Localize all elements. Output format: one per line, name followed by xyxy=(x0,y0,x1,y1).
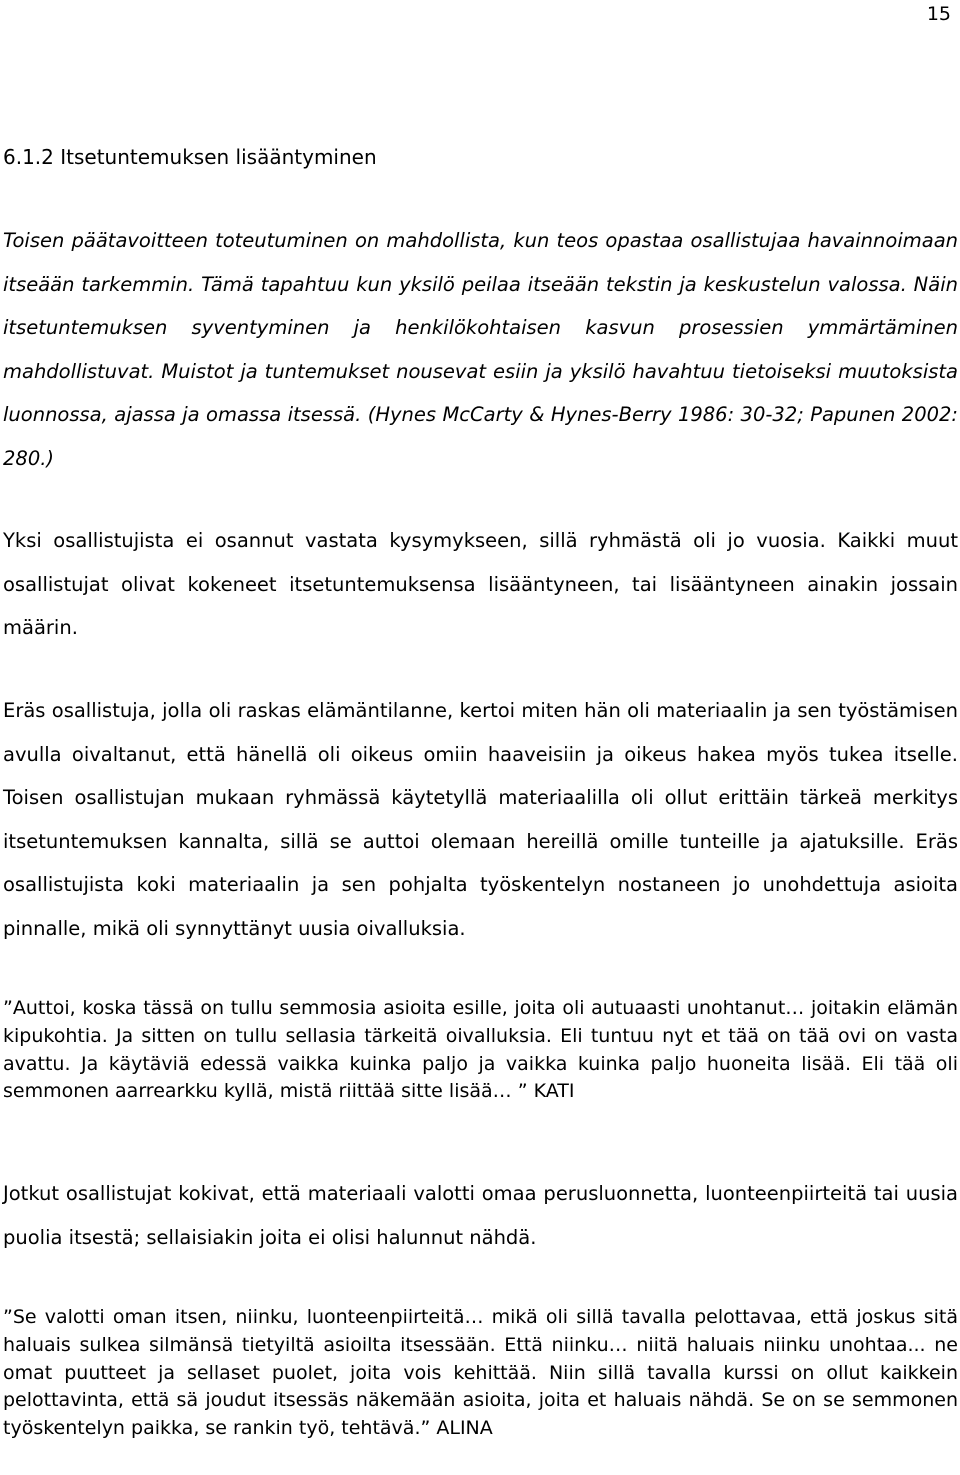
paragraph-results-1: Yksi osallistujista ei osannut vastata kysymykseen, sillä ryhmästä oli jo vuosia. Kaikki muut osallistujat olivat kokeneet itsetuntemuksensa lisääntyneen, tai lisääntyneen ainakin jossain määrin. xyxy=(3,529,958,639)
paragraph-results-2: Eräs osallistuja, jolla oli raskas elämäntilanne, kertoi miten hän oli materiaalin ja sen työstämisen avulla oivaltanut, että hänellä oli oikeus omiin haaveisiin ja oikeus hakea myös tukea itselle. Toisen osallistujan mukaan ryhmässä käytetyllä materiaalilla oli ollut erittäin tärkeä merkitys itsetuntemuksen kannalta, sillä se auttoi olemaan hereillä omille tunteille ja ajatuksille. Eräs osallistujista koki materiaalin ja sen pohjalta työskentelyn nostaneen jo unohdettuja asioita pinnalle, mikä oli synnyttänyt uusia oivalluksia. xyxy=(3,699,958,940)
quote-alina: ”Se valotti oman itsen, niinku, luonteenpiirteitä… mikä oli sillä tavalla pelottavaa, että joskus sitä haluais sulkea silmänsä tietyiltä asioilta itsessään. Että niinku… niitä haluais niinku unohtaa... ne omat puutteet ja sellaset puolet, joita vois kehittää. Niin sillä tavalla kurssi on ollut kaikkein pelottavinta, että sä joudut itsessäs näkemään asioita, joita et haluais nähdä. Se on se semmonen työskentelyn paikka, se rankin työ, tehtävä.” ALINA xyxy=(3,1306,958,1440)
quote-kati: ”Auttoi, koska tässä on tullu semmosia asioita esille, joita oli autuaasti unohtanut… joitakin elämän kipukohtia. Ja sitten on tullu sellasia tärkeitä oivalluksia. Eli tuntuu nyt et tää on tää ovi on vasta avattu. Ja käytäviä edessä vaikka kuinka paljo ja vaikka kuinka paljo huoneita lisää. Eli tää oli semmonen aarrearkku kyllä, mistä riittää sitte lisää… ” KATI xyxy=(3,997,958,1103)
paragraph-results-3: Jotkut osallistujat kokivat, että materiaali valotti omaa perusluonnetta, luonteenpiirteitä tai uusia puolia itsestä; sellaisiakin joita ei olisi halunnut nähdä. xyxy=(3,1182,958,1249)
section-heading: 6.1.2 Itsetuntemuksen lisääntyminen xyxy=(3,145,377,169)
page-number: 15 xyxy=(926,3,951,25)
paragraph-theory: Toisen päätavoitteen toteutuminen on mahdollista, kun teos opastaa osallistujaa havainnoimaan itseään tarkemmin. Tämä tapahtuu kun yksilö peilaa itseään tekstin ja keskustelun valossa. Näin itsetuntemuksen syventyminen ja henkilökohtaisen kasvun prosessien ymmärtäminen mahdollistuvat. Muistot ja tuntemukset nousevat esiin ja yksilö havahtuu tietoiseksi muutoksista luonnossa, ajassa ja omassa itsessä. (Hynes McCarty & Hynes-Berry 1986: 30-32; Papunen 2002: 280.) xyxy=(3,229,958,470)
